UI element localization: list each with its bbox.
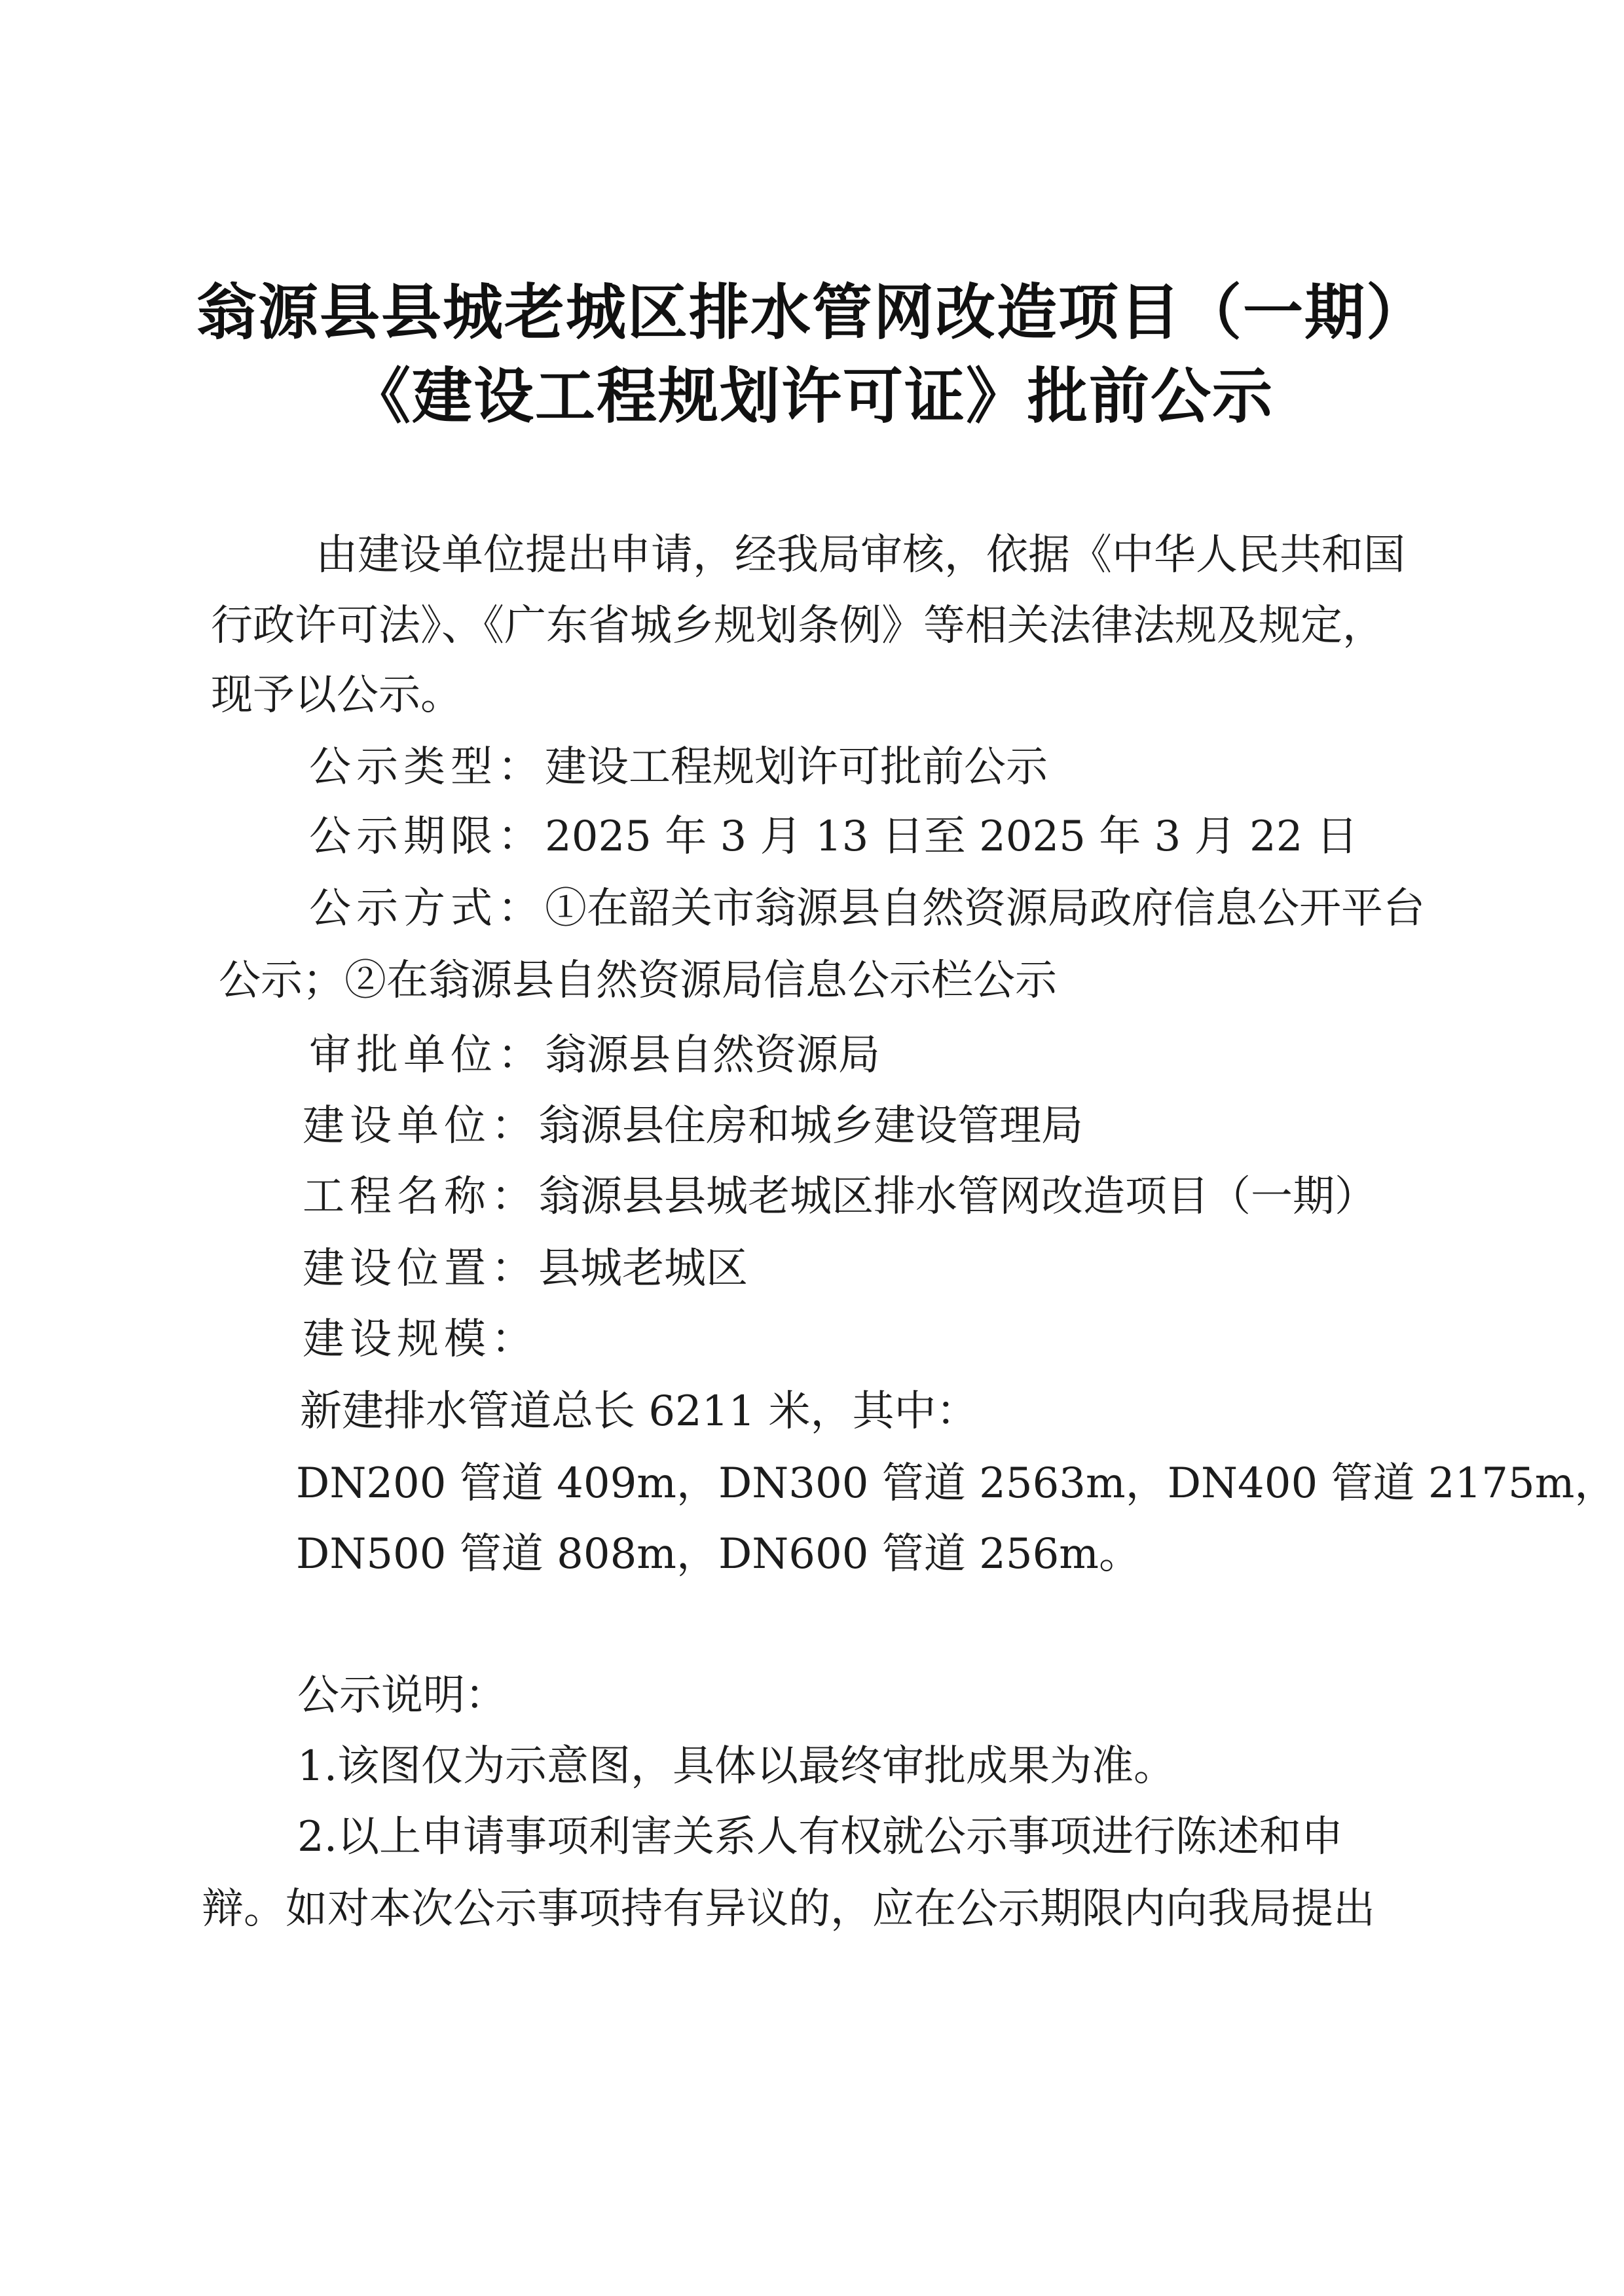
field-label: 公示方式：: [309, 884, 545, 933]
scale-detail-line-2: DN200 管道 409m，DN300 管道 2563m，DN400 管道 2175m，: [296, 1459, 1617, 1508]
field-label: 审批单位：: [309, 1031, 545, 1080]
field-value: 翁源县县城老城区排水管网改造项目（一期）: [538, 1173, 1376, 1221]
field-label: 工程名称：: [303, 1173, 538, 1221]
field-project-name: [303, 1173, 1376, 1221]
field-label: 公示期限：: [309, 812, 545, 861]
field-value: 翁源县住房和城乡建设管理局: [538, 1102, 1083, 1150]
scale-detail-line-3: DN500 管道 808m，DN600 管道 256m。: [296, 1530, 1141, 1578]
document-title-line1: 翁源县县城老城区排水管网改造项目（一期）: [196, 278, 1428, 348]
scale-detail-line-1: 新建排水管道总长 6211 米，其中：: [300, 1387, 978, 1436]
field-publicity-method: [309, 884, 1425, 933]
field-construction-unit: [303, 1102, 1083, 1150]
intro-line-2: 行政许可法》、《广东省城乡规划条例》等相关法律法规及规定，: [211, 602, 1384, 650]
field-label: 建设规模：: [303, 1315, 538, 1364]
field-approval-unit: [309, 1031, 880, 1080]
notes-item-2-line-1: 2.以上申请事项利害关系人有权就公示事项进行陈述和申: [297, 1813, 1344, 1861]
field-construction-location: [303, 1245, 748, 1293]
field-value: 翁源县自然资源局: [545, 1031, 880, 1080]
notes-item-2-line-2: 辩。如对本次公示事项持有异议的，应在公示期限内向我局提出: [202, 1885, 1375, 1933]
notes-heading: 公示说明：: [297, 1671, 507, 1720]
field-label: 建设单位：: [303, 1102, 538, 1150]
field-value: ①在韶关市翁源县自然资源局政府信息公开平台: [545, 884, 1425, 933]
field-label: 建设位置：: [303, 1245, 538, 1293]
field-value: 建设工程规划许可批前公示: [545, 743, 1048, 792]
notes-item-1: 1.该图仅为示意图，具体以最终审批成果为准。: [297, 1742, 1176, 1791]
field-value: 2025 年 3 月 13 日至 2025 年 3 月 22 日: [545, 812, 1358, 861]
document-title-line2: 《建设工程规划许可证》批前公示: [350, 361, 1274, 431]
field-value: 县城老城区: [538, 1245, 748, 1293]
field-publicity-method-continued: 公示；②在翁源县自然资源局信息公示栏公示: [219, 957, 1057, 1005]
field-construction-scale: [303, 1315, 538, 1364]
field-publicity-period: [309, 812, 1358, 861]
intro-line-1: 由建设单位提出申请，经我局审核，依据《中华人民共和国: [316, 531, 1405, 579]
intro-line-3: 现予以公示。: [211, 671, 462, 720]
field-publicity-type: [309, 743, 1048, 792]
field-label: 公示类型：: [309, 743, 545, 792]
